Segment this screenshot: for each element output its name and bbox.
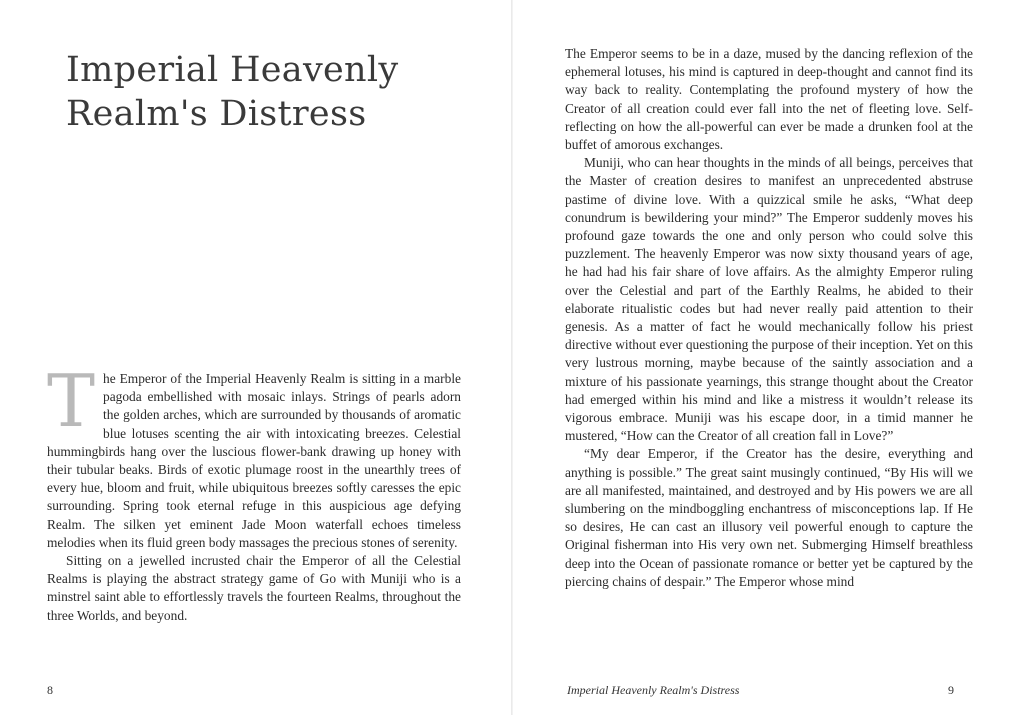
left-paragraph-1 — [47, 359, 461, 552]
right-page-number: 9 — [948, 683, 954, 697]
chapter-title: Imperial Heavenly Realm's Distress — [66, 50, 399, 134]
drop-cap: T — [47, 359, 96, 443]
right-paragraph-2: Muniji, who can hear thoughts in the minds of all beings, perceives that the Master of creation desires to manifest an unprecedented abstruse pastime of divine love. With a quizzical smile he asks, “What deep conundrum is bewildering your mind?” The Emperor suddenly moves his profound gaze towards the one and only person who could solve this puzzlement. The heavenly Emperor was now sixty thousand years of age, he had had his fair share of love affairs. As the almighty Emperor ruling over the Celestial and part of the Earthly Realms, he abided to their elaborate ritualistic codes but had never really paid attention to their genesis. As a matter of fact he would mechanically follow his priest directive without ever questioning the purpose of their inception. Yet on this very lustrous morning, maybe because of the saintly association and a mixture of his passionate yearnings, this strange thought about the Creator had emerged within his mind and like a mistress it wouldn’t release its vigorous embrace. Muniji was his escape door, in a timid manner he mustered, “How can the Creator of all creation fall in Love?” — [565, 155, 973, 444]
right-paragraph-3: “My dear Emperor, if the Creator has the desire, everything and anything is possible.” The great saint musingly continued, “By His will we are all manifested, maintained, and destroyed and by His powers we are all slumbering on the mindboggling enchantress of misconceptions lap. If He so desires, He can cast an illusory veil powerful enough to capture the Original fisherman into His very own net. Submerging Himself breathless deep into the Ocean of passionate romance or better yet be captured by the piercing chains of despair.” The Emperor whose mind — [565, 446, 973, 589]
right-page — [513, 0, 1026, 715]
left-paragraph-2: Sitting on a jewelled incrusted chair the Emperor of all the Celestial Realms is playing the abstract strategy game of Go with Muniji who is a minstrel saint able to effortlessly travels the fourteen Realms, throughout the three Worlds, and beyond. — [47, 553, 461, 623]
left-page — [0, 0, 512, 715]
left-body-text — [47, 359, 461, 625]
left-page-number: 8 — [47, 683, 53, 697]
left-paragraph-1-text: he Emperor of the Imperial Heavenly Realm is sitting in a marble pagoda embellished with mosaic inlays. Strings of pearls adorn the golden arches, which are surrounded by thousands of aromatic blue lotuses scenting the air with intoxicating breezes. Celestial hummingbirds hang over the luscious flower-bank drawing up honey with their tubular beaks. Birds of exotic plumage roost in the unearthly trees of every hue, bloom and fruit, while ubiquitous breezes softly caresses the epic surrounding. Spring took eternal refuge in this auspicious age defying Realm. The silken yet eminent Jade Moon waterfall echoes timeless melodies when its fluid green body massages the precious stones of serenity. — [47, 371, 461, 550]
right-body-text — [565, 45, 973, 591]
running-head: Imperial Heavenly Realm's Distress — [567, 683, 740, 697]
right-paragraph-1: The Emperor seems to be in a daze, mused by the dancing reflexion of the ephemeral lotuses, his mind is captured in deep-thought and cannot find its way back to reality. Contemplating the profound mystery of how the Creator of all creation could ever fall into the net of fleeting love. Self-reflecting on how the all-powerful can ever be made a drunken fool at the buffet of amorous exchanges. — [565, 46, 973, 153]
